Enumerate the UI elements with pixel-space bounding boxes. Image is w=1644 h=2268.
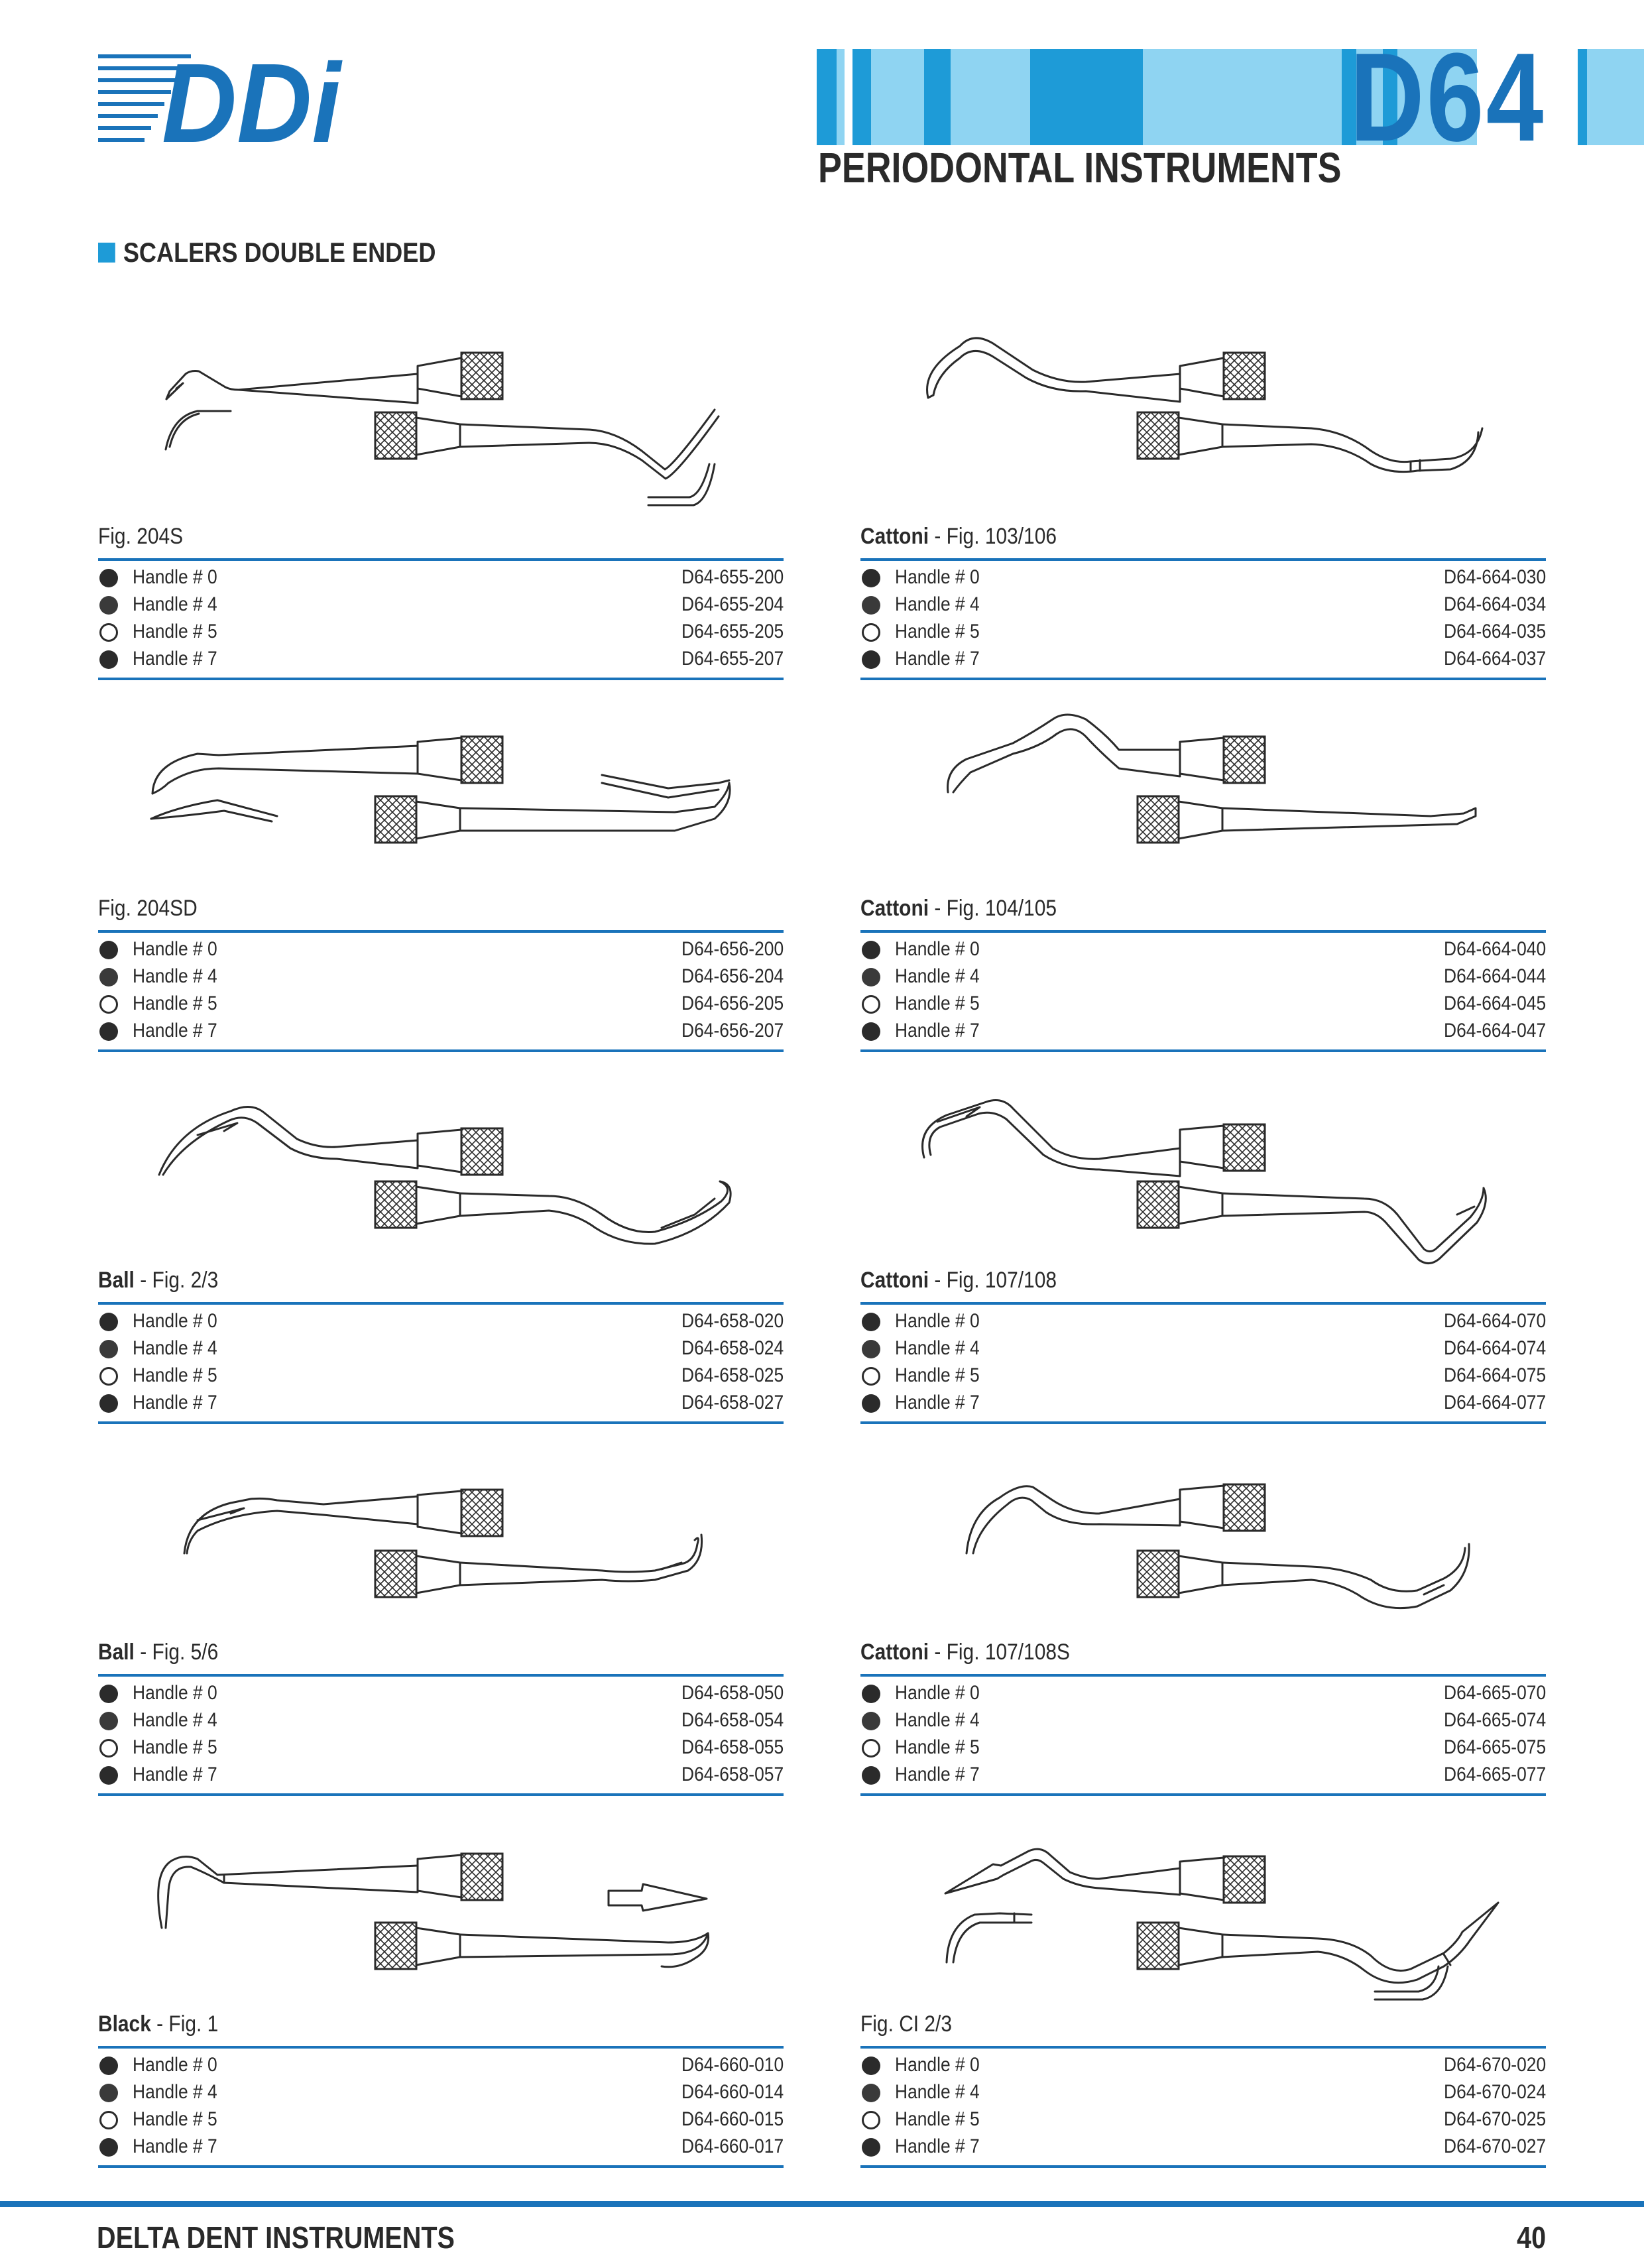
handle-dot-icon [99,1766,118,1785]
handle-row: Handle # 0 D64-664-030 [860,565,1546,592]
handle-row: Handle # 5 D64-664-075 [860,1363,1546,1390]
handle-dot-icon [99,968,118,986]
handle-row: Handle # 7 D64-664-047 [860,1018,1546,1045]
figure-title: Fig. 204SD [98,896,198,921]
handle-row: Handle # 4 D64-665-074 [860,1708,1546,1735]
handle-row: Handle # 0 D64-658-050 [98,1681,784,1708]
handle-dot-icon [99,1340,118,1358]
handle-circle-icon [99,623,118,642]
handle-row: Handle # 5 D64-655-205 [98,619,784,646]
handle-dot-icon [862,650,880,669]
footer-company: DELTA DENT INSTRUMENTS [97,2220,455,2255]
handle-dot-icon [99,1022,118,1041]
handle-list [860,565,1546,674]
handle-row: Handle # 4 D64-664-074 [860,1336,1546,1363]
figure-title: Fig. 204S [98,524,184,549]
handle-circle-icon [862,623,880,642]
handle-list [98,1309,784,1417]
instrument-drawing [98,1421,784,1640]
handle-row: Handle # 0 D64-656-200 [98,937,784,964]
handle-dot-icon [862,596,880,615]
handle-list [98,2053,784,2161]
handle-row: Handle # 4 D64-664-034 [860,592,1546,619]
handle-row: Handle # 7 D64-665-077 [860,1762,1546,1789]
handle-dot-icon [862,2084,880,2102]
divider [98,2165,784,2168]
handle-dot-icon [862,1394,880,1413]
instrument-drawing [98,1049,784,1268]
instrument-drawing [98,677,784,896]
divider [98,558,784,561]
handle-circle-icon [99,1367,118,1386]
figure-title: Cattoni - Fig. 107/108 [860,1268,1057,1293]
handle-dot-icon [99,2057,118,2075]
handle-circle-icon [862,995,880,1014]
catalog-code: D64 [1350,27,1546,168]
handle-row: Handle # 4 D64-655-204 [98,592,784,619]
handle-row: Handle # 5 D64-660-015 [98,2107,784,2134]
handle-row: Handle # 0 D64-655-200 [98,565,784,592]
handle-row: Handle # 7 D64-664-077 [860,1390,1546,1417]
section-square-icon [98,243,115,263]
page-number: 40 [1516,2220,1546,2255]
section-title-text: SCALERS DOUBLE ENDED [123,237,436,268]
instrument-drawing [860,1049,1546,1268]
handle-dot-icon [99,941,118,959]
handle-dot-icon [862,2138,880,2157]
handle-row: Handle # 0 D64-658-020 [98,1309,784,1336]
handle-dot-icon [99,1313,118,1331]
footer-rule [0,2201,1644,2207]
handle-row: Handle # 5 D64-670-025 [860,2107,1546,2134]
handle-dot-icon [862,1022,880,1041]
handle-dot-icon [862,2057,880,2075]
handle-dot-icon [862,941,880,959]
handle-row: Handle # 5 D64-665-075 [860,1735,1546,1762]
instrument-drawing [860,1793,1546,2011]
handle-list [860,2053,1546,2161]
handle-row: Handle # 4 D64-656-204 [98,964,784,991]
divider [860,930,1546,933]
handle-row: Handle # 4 D64-658-024 [98,1336,784,1363]
handle-dot-icon [99,1685,118,1703]
handle-row: Handle # 7 D64-656-207 [98,1018,784,1045]
handle-list [860,1681,1546,1789]
divider [98,930,784,933]
figure-title: Ball - Fig. 5/6 [98,1640,219,1665]
handle-list [98,937,784,1045]
handle-dot-icon [862,1340,880,1358]
handle-row: Handle # 4 D64-664-044 [860,964,1546,991]
handle-dot-icon [99,1712,118,1730]
instrument-drawing [860,305,1546,524]
figure-title: Black - Fig. 1 [98,2011,219,2037]
logo-text: DDi [162,44,343,150]
handle-row: Handle # 0 D64-660-010 [98,2053,784,2080]
divider [860,1302,1546,1305]
handle-list [98,565,784,674]
handle-dot-icon [862,569,880,587]
handle-circle-icon [862,1739,880,1758]
section-title [98,237,436,269]
page-title: PERIODONTAL INSTRUMENTS [818,144,1342,192]
divider [98,2046,784,2049]
handle-row: Handle # 4 D64-670-024 [860,2080,1546,2107]
divider [860,1674,1546,1677]
handle-dot-icon [99,596,118,615]
handle-list [860,937,1546,1045]
handle-dot-icon [862,968,880,986]
figure-title: Cattoni - Fig. 103/106 [860,524,1057,549]
handle-row: Handle # 0 D64-664-070 [860,1309,1546,1336]
divider [98,1302,784,1305]
handle-dot-icon [99,650,118,669]
figure-title: Cattoni - Fig. 107/108S [860,1640,1070,1665]
handle-row: Handle # 0 D64-665-070 [860,1681,1546,1708]
handle-dot-icon [862,1766,880,1785]
handle-row: Handle # 7 D64-658-027 [98,1390,784,1417]
handle-dot-icon [99,2138,118,2157]
figure-title: Fig. CI 2/3 [860,2011,953,2037]
divider [98,1674,784,1677]
handle-list [860,1309,1546,1417]
handle-row: Handle # 7 D64-664-037 [860,646,1546,674]
ddi-logo [98,44,350,150]
figure-title: Cattoni - Fig. 104/105 [860,896,1057,921]
handle-row: Handle # 7 D64-658-057 [98,1762,784,1789]
divider [860,558,1546,561]
handle-circle-icon [862,1367,880,1386]
handle-row: Handle # 5 D64-656-205 [98,991,784,1018]
handle-row: Handle # 7 D64-670-027 [860,2134,1546,2161]
handle-dot-icon [99,2084,118,2102]
handle-dot-icon [99,569,118,587]
handle-row: Handle # 4 D64-658-054 [98,1708,784,1735]
handle-dot-icon [99,1394,118,1413]
handle-row: Handle # 0 D64-670-020 [860,2053,1546,2080]
handle-row: Handle # 7 D64-660-017 [98,2134,784,2161]
instrument-drawing [860,677,1546,896]
handle-row: Handle # 4 D64-660-014 [98,2080,784,2107]
handle-dot-icon [862,1712,880,1730]
handle-dot-icon [862,1685,880,1703]
handle-row: Handle # 5 D64-664-035 [860,619,1546,646]
handle-row: Handle # 5 D64-664-045 [860,991,1546,1018]
divider [860,2046,1546,2049]
handle-row: Handle # 0 D64-664-040 [860,937,1546,964]
handle-circle-icon [862,2111,880,2129]
handle-row: Handle # 5 D64-658-025 [98,1363,784,1390]
figure-title: Ball - Fig. 2/3 [98,1268,219,1293]
handle-list [98,1681,784,1789]
handle-circle-icon [99,2111,118,2129]
handle-dot-icon [862,1313,880,1331]
handle-circle-icon [99,995,118,1014]
handle-circle-icon [99,1739,118,1758]
handle-row: Handle # 5 D64-658-055 [98,1735,784,1762]
divider [860,2165,1546,2168]
instrument-drawing [98,1793,784,2011]
handle-row: Handle # 7 D64-655-207 [98,646,784,674]
instrument-drawing [98,305,784,524]
instrument-drawing [860,1421,1546,1640]
